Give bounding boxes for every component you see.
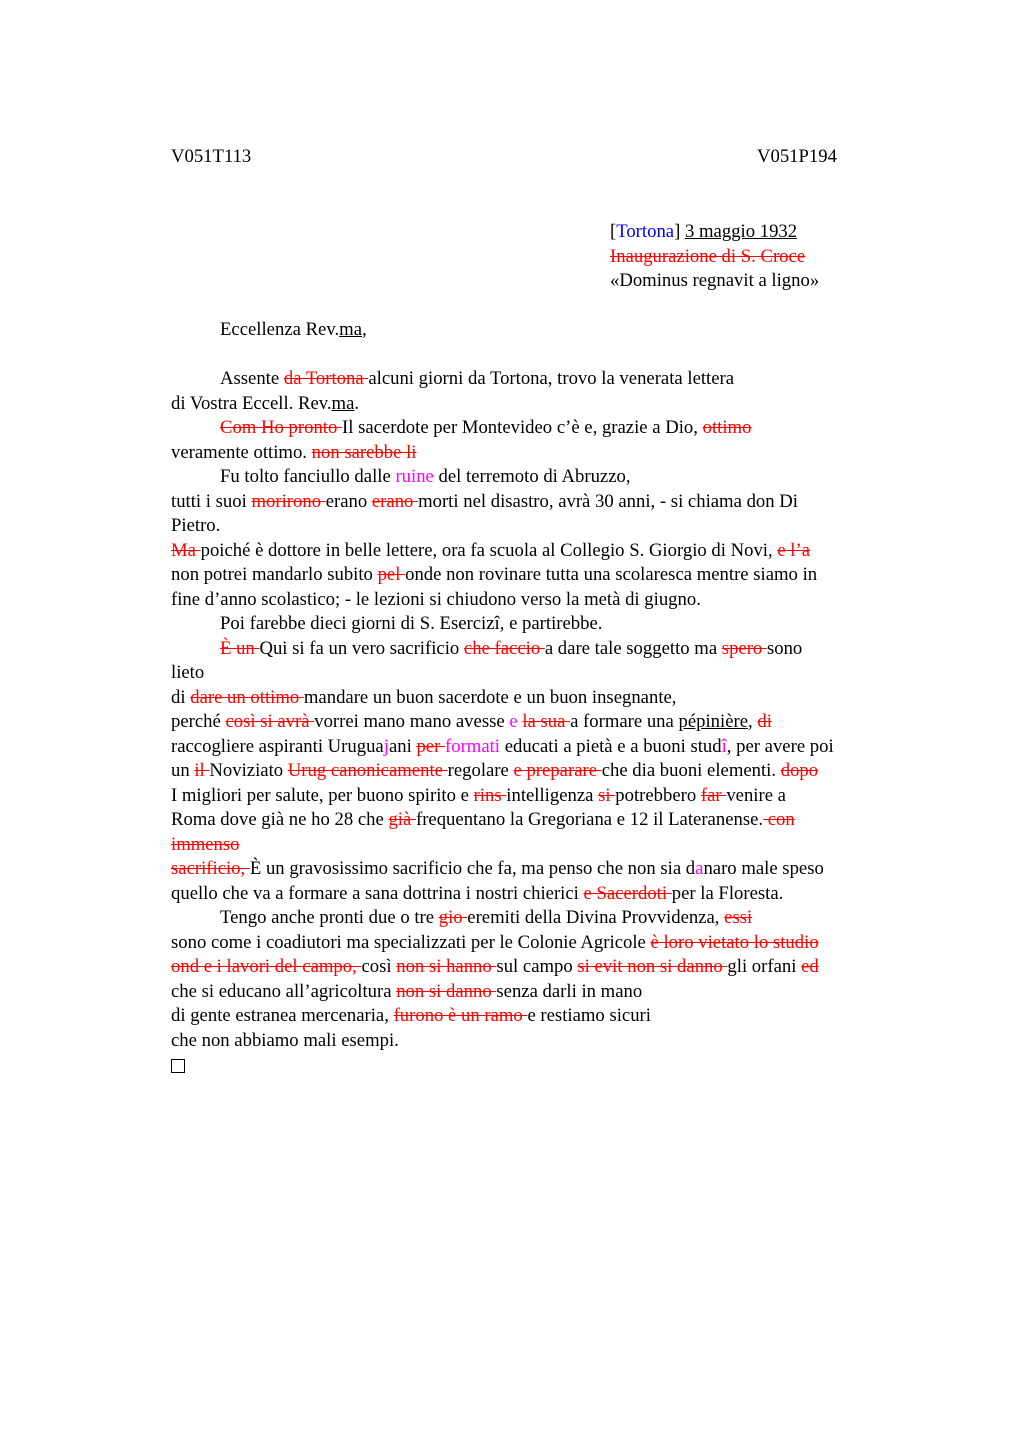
text-segment: educati a pietà e a buoni stud	[500, 735, 722, 757]
deleted-text: rins	[473, 784, 507, 806]
text-segment: non potrei mandarlo subito	[171, 564, 378, 585]
blank-line	[171, 343, 911, 368]
text-line	[171, 637, 911, 662]
text-line	[171, 416, 911, 441]
text-line	[171, 735, 911, 760]
underlined-text: pépinière	[678, 711, 749, 732]
text-segment: sono	[766, 637, 803, 659]
text-segment: Fu tolto fanciullo dalle	[220, 466, 396, 487]
end-box-icon	[171, 1059, 185, 1073]
text-segment: del terremoto di Abruzzo,	[433, 466, 631, 487]
inserted-text: e	[509, 711, 518, 732]
text-segment: ,	[362, 319, 367, 340]
motto: «Dominus regnavit a ligno»	[610, 270, 820, 291]
text-segment: Il sacerdote per Montevideo c’è e, grazie a Dio,	[342, 417, 703, 438]
text-segment: Noviziato	[209, 760, 288, 781]
text-segment: perché	[171, 711, 226, 732]
text-line	[171, 465, 911, 490]
text-segment: Eccellenza Rev.	[220, 319, 340, 340]
text-segment: poiché è dottore in belle lettere, ora fa scuola al Collegio S. Giorgio di Novi,	[200, 539, 778, 561]
deleted-text: da Tortona	[283, 368, 369, 389]
text-segment: Pietro.	[171, 515, 221, 536]
text-segment: e restiamo sicuri	[527, 1005, 651, 1026]
text-segment: fine d’anno scolastico; - le lezioni si chiudono verso la metà di giugno.	[171, 588, 701, 610]
text-segment: , e partirebbe.	[499, 613, 603, 634]
inserted-text: j	[383, 735, 389, 757]
text-segment: regolare	[447, 760, 514, 781]
deleted-text: dopo	[780, 760, 819, 781]
text-segment: mandare un buon sacerdote e un buon insegnante,	[303, 686, 677, 708]
text-line	[171, 833, 911, 858]
deleted-text: Com Ho pronto	[220, 417, 342, 438]
text-segment: tutti i suoi	[171, 490, 252, 512]
deleted-text: morirono	[251, 490, 326, 512]
text-segment: che dia buoni elementi.	[601, 760, 781, 781]
text-line	[171, 367, 911, 392]
deleted-text: immenso	[171, 833, 240, 855]
deleted-text: È un	[220, 637, 260, 659]
text-line	[171, 563, 911, 588]
deleted-text: sacrificio,	[171, 858, 250, 879]
text-line	[171, 906, 911, 931]
text-line	[171, 1029, 911, 1054]
text-line	[171, 441, 911, 466]
text-segment: di gente estranea mercenaria,	[171, 1005, 394, 1026]
deleted-text: di	[757, 711, 772, 732]
text-line	[171, 808, 911, 833]
text-segment: intelligenza	[506, 784, 599, 806]
text-segment: , per avere poi	[726, 735, 834, 757]
text-segment: .	[354, 392, 360, 414]
deleted-text: e Sacerdoti	[583, 882, 672, 904]
text-segment: per la Floresta.	[671, 882, 784, 904]
text-line	[171, 980, 911, 1005]
text-segment: morti nel disastro, avrà 30 anni, - si chiama don Di	[418, 490, 798, 512]
deleted-text: con	[763, 809, 795, 830]
text-segment: Assente	[220, 368, 284, 389]
text-segment: a dare tale soggetto ma	[544, 637, 722, 659]
deleted-text: per	[416, 735, 445, 757]
deleted-text: spero	[721, 637, 767, 659]
text-segment: Roma dove già ne ho 28 che	[171, 809, 389, 830]
text-line	[171, 318, 911, 343]
text-segment: che si educano all’agricoltura	[171, 980, 397, 1002]
text-line	[171, 882, 911, 907]
text-segment: a formare una	[570, 711, 679, 732]
text-segment: ani	[388, 735, 417, 757]
deleted-text: e l’a	[777, 539, 811, 561]
underlined-text: ma	[331, 392, 355, 414]
text-segment: naro male speso	[703, 858, 824, 879]
text-line	[171, 857, 911, 882]
deleted-text: che faccio	[463, 637, 545, 659]
letter-heading	[610, 220, 819, 294]
text-line	[171, 588, 911, 613]
text-segment: potrebbero	[615, 784, 701, 806]
deleted-text: ed	[801, 956, 819, 977]
deleted-text: Ma	[171, 539, 201, 561]
place-date-line	[610, 220, 819, 245]
text-line	[171, 490, 911, 515]
text-line	[171, 1004, 911, 1029]
deleted-title: Inaugurazione di S. Croce	[610, 245, 806, 267]
text-line	[171, 539, 911, 564]
document-reference-left: V051T113	[171, 146, 252, 167]
deleted-text: erano	[371, 490, 419, 512]
inserted-text: a	[695, 858, 704, 879]
text-segment: quello che va a formare a sana dottrina i nostri chierici	[171, 882, 584, 904]
letter-body	[171, 318, 911, 1081]
deleted-text: si	[598, 784, 616, 806]
deleted-text: già	[388, 809, 416, 830]
text-line	[171, 661, 911, 686]
deleted-text: furono è un ramo	[393, 1005, 528, 1026]
text-segment: senza darli in mano	[496, 980, 643, 1002]
deleted-text: non si danno	[396, 980, 497, 1002]
text-segment: alcuni giorni da Tortona, trovo la venerata lettera	[368, 368, 735, 389]
text-line	[171, 931, 911, 956]
text-segment: di Vostra Eccell. Rev.	[171, 392, 332, 414]
deleted-text: far	[700, 784, 727, 806]
text-segment: onde non rovinare tutta una scolaresca mentre siamo in	[405, 564, 818, 585]
text-line	[171, 955, 911, 980]
place-name: Tortona	[616, 221, 675, 242]
text-line	[171, 612, 911, 637]
text-line	[171, 759, 911, 784]
document-reference-right: V051P194	[757, 146, 837, 167]
deleted-text: pel	[377, 564, 406, 585]
text-line	[171, 784, 911, 809]
inserted-text: ruine	[395, 466, 434, 487]
text-segment: di	[171, 686, 191, 708]
text-segment: ,	[748, 711, 758, 732]
text-segment: Poi farebbe dieci giorni di S. Esercizî	[220, 613, 500, 634]
inserted-text: î	[721, 735, 727, 757]
text-segment: frequentano la Gregoriana e 12 il Lateranense.	[415, 809, 764, 830]
text-segment: raccogliere aspiranti Urugua	[171, 735, 384, 757]
text-segment: venire a	[726, 784, 786, 806]
text-line	[171, 686, 911, 711]
bracket-open: [	[610, 221, 617, 242]
text-line	[171, 710, 911, 735]
deleted-text: il	[194, 760, 210, 781]
deleted-text: ottimo	[702, 417, 752, 438]
deleted-text: ond e i lavori del campo,	[171, 956, 362, 977]
text-segment: erano	[325, 490, 372, 512]
text-segment: veramente ottimo.	[171, 441, 312, 463]
end-marker-line	[171, 1053, 911, 1081]
deleted-text: dare un ottimo	[190, 686, 304, 708]
text-segment: sul campo	[496, 956, 578, 977]
deleted-text: non sarebbe li	[311, 441, 417, 463]
deleted-text: non si hanno	[396, 956, 497, 977]
deleted-text: essi	[724, 907, 753, 928]
text-segment: I migliori per salute, per buono spirito e	[171, 784, 474, 806]
inserted-text: formati	[445, 735, 501, 757]
bracket-close: ]	[674, 221, 681, 242]
deleted-text: la sua	[522, 711, 571, 732]
underlined-text: ma	[339, 319, 362, 340]
text-segment: gli orfani	[727, 956, 802, 977]
text-segment: un	[171, 760, 195, 781]
letter-date: 3 maggio 1932	[685, 221, 798, 242]
deleted-text: è loro vietato lo studio	[650, 931, 819, 953]
deleted-text: Urug canonicamente	[287, 760, 448, 781]
text-segment: lieto	[171, 662, 205, 683]
text-segment: Tengo anche pronti due o tre	[220, 907, 439, 928]
text-line	[171, 514, 911, 539]
text-segment: È un gravosissimo sacrificio che fa, ma penso che non sia d	[249, 858, 696, 879]
deleted-text: e preparare	[513, 760, 602, 781]
text-segment: sono come i coadiutori ma specializzati per le Colonie Agricole	[171, 931, 651, 953]
text-segment: eremiti della Divina Provvidenza,	[467, 907, 725, 928]
text-segment: Qui si fa un vero sacrificio	[259, 637, 464, 659]
text-segment: che non abbiamo mali esempi.	[171, 1029, 399, 1051]
text-segment: così	[361, 956, 397, 977]
deleted-text: si evit non si danno	[577, 956, 728, 977]
text-line	[171, 392, 911, 417]
deleted-text: così si avrà	[225, 711, 315, 732]
text-segment: vorrei mano mano avesse	[314, 711, 510, 732]
deleted-text: gio	[438, 907, 468, 928]
